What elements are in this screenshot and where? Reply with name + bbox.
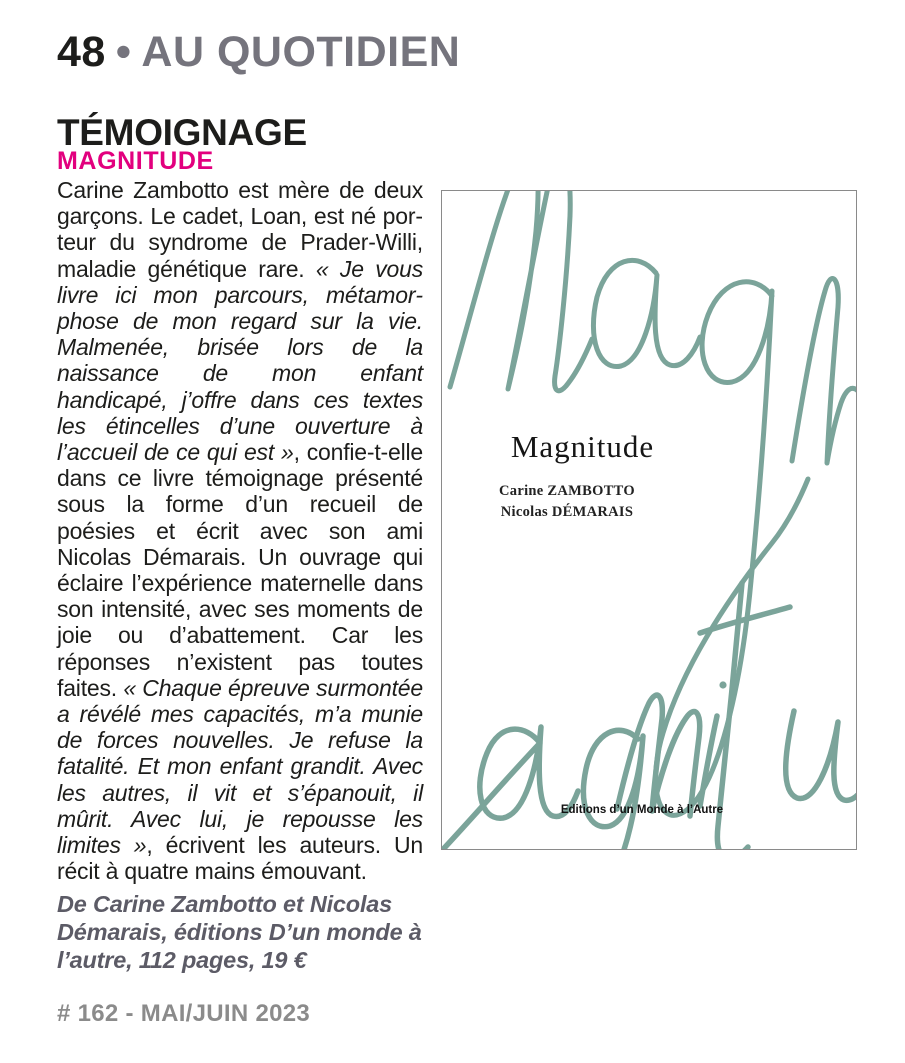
book-authors xyxy=(442,481,692,523)
body-segment: , confie-t-elle dans ce livre témoignage présenté sous la forme d’un recueil de poésies et écrit avec son ami Nicolas Démarais. Un ouvrage qui éclaire l’expérience maternelle dans son intensité, avec ses moments de joie ou d’abattement. Car les réponses n’existent pas toutes faites. xyxy=(57,439,423,701)
book-author-1: Carine ZAMBOTTO xyxy=(499,483,635,499)
script-letter-a xyxy=(593,260,700,366)
body-text xyxy=(57,177,423,884)
script-letter-n xyxy=(792,278,856,463)
credit-text: De Carine Zambotto et Nicolas Démarais, éditions D’un monde à l’autre, 112 pages, 19 € xyxy=(57,891,422,973)
article-title: MAGNITUDE xyxy=(57,147,214,175)
page-number: 48 xyxy=(57,28,106,76)
script-letter-u xyxy=(786,711,856,800)
issue-footer: # 162 - MAI/JUIN 2023 xyxy=(57,1000,311,1027)
book-author-2: Nicolas DÉMARAIS xyxy=(500,504,634,520)
header-bullet: • xyxy=(115,28,132,76)
script-letter-M xyxy=(450,191,592,391)
script-letter-i-dot xyxy=(719,681,726,688)
body-quote-segment: « Je vous livre ici mon parcours, métamorphose de mon regard sur la vie. Malmenée, brisée lors de la naissance de mon enfant handicapé, j’offre dans ces textes les étincelles d’une ouverture à l’accueil de ce qui est » xyxy=(57,255,423,466)
book-publisher: Editions d’un Monde à l’Autre xyxy=(560,804,724,816)
script-letter-a2 xyxy=(442,727,578,849)
book-title: Magnitude xyxy=(510,429,655,464)
book-cover xyxy=(441,190,857,850)
section-title: AU QUOTIDIEN xyxy=(141,28,461,76)
body-quote-segment: « Chaque épreuve surmontée a révélé mes capacités, m’a munie de forces nouvelles. Je refuse la fatalité. Et mon enfant grandit. Avec les autres, il vit et s’épanouit, il mûrit. Avec lui, je repousse les limites » xyxy=(57,674,423,859)
page-header xyxy=(57,28,460,77)
body-segment: , écrivent les auteurs. Un récit à quatre mains émouvant. xyxy=(57,832,423,885)
body-segment: Carine Zambotto est mère de deux garçons. Le cadet, Loan, est né porteur du syndrome de Prader-Willi, maladie génétique rare. xyxy=(57,177,423,282)
article-kicker: TÉMOIGNAGE xyxy=(57,112,307,153)
